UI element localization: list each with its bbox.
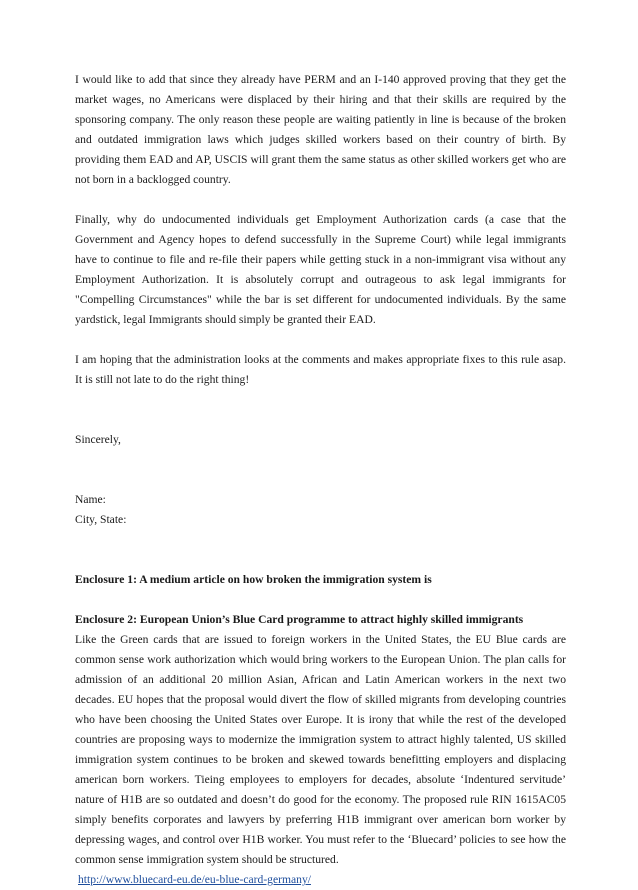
name-label: Name: xyxy=(75,493,106,506)
spacer xyxy=(75,330,566,350)
spacer xyxy=(75,190,566,210)
spacer xyxy=(75,530,566,570)
bluecard-link[interactable]: http://www.bluecard-eu.de/eu-blue-card-germany/ xyxy=(78,873,311,886)
paragraph-undocumented-ead: Finally, why do undocumented individuals get Employment Authorization cards (a case that the Government and Agency hopes to defend successfully in the Supreme Court) while legal immigrants have to continue to file and re-file their papers while getting stuck in a non-immigrant visa without any Employment Authorization. It is absolutely corrupt and outrageous to ask legal immigrants for "Compelling Circumstances" while the bar is set different for undocumented individuals. By the same yardstick, legal Immigrants should simply be granted their EAD. xyxy=(75,213,566,326)
enclosure-1-heading: Enclosure 1: A medium article on how broken the immigration system is xyxy=(75,573,432,586)
paragraph-perm-i140: I would like to add that since they already have PERM and an I-140 approved proving that they get the market wages, no Americans were displaced by their hiring and that their skills are required by the sponsoring company. The only reason these people are waiting patiently in line is because of the broken and outdated immigration laws which judges skilled workers based on their country of birth. By providing them EAD and AP, USCIS will grant them the same status as other skilled workers get who are not born in a backlogged country. xyxy=(75,73,566,186)
closing-sincerely: Sincerely, xyxy=(75,433,121,446)
paragraph-hoping-fixes: I am hoping that the administration looks at the comments and makes appropriate fixes to this rule asap. It is still not late to do the right thing! xyxy=(75,353,566,386)
spacer xyxy=(75,450,566,490)
enclosure-2-heading: Enclosure 2: European Union’s Blue Card programme to attract highly skilled immigrants xyxy=(75,613,524,626)
city-state-label: City, State: xyxy=(75,513,127,526)
spacer xyxy=(75,590,566,610)
spacer xyxy=(75,390,566,430)
enclosure-2-body: Like the Green cards that are issued to foreign workers in the United States, the EU Blue cards are common sense work authorization which would bring workers to the European Union. The plan calls for admission of an additional 20 million Asian, African and Latin American workers in the next two decades. EU hopes that the proposal would divert the flow of skilled migrants from developing countries who have been choosing the United States over Europe. It is irony that while the rest of the developed countries are proposing ways to modernize the immigration system to attract highly talented, US skilled immigration system continues to be broken and skewed towards benefitting employers and displacing american born workers. Tieing employees to employers for decades, absolute ‘Indentured servitude’ nature of H1B are so outdated and doesn’t do good for the economy. The proposed rule RIN 1615AC05 simply benefits corporates and lawyers by preferring H1B immigrant over american born worker by depressing wages, and control over H1B worker. You must refer to the ‘Bluecard’ policies to see how the common sense immigration system should be structured. xyxy=(75,633,566,866)
